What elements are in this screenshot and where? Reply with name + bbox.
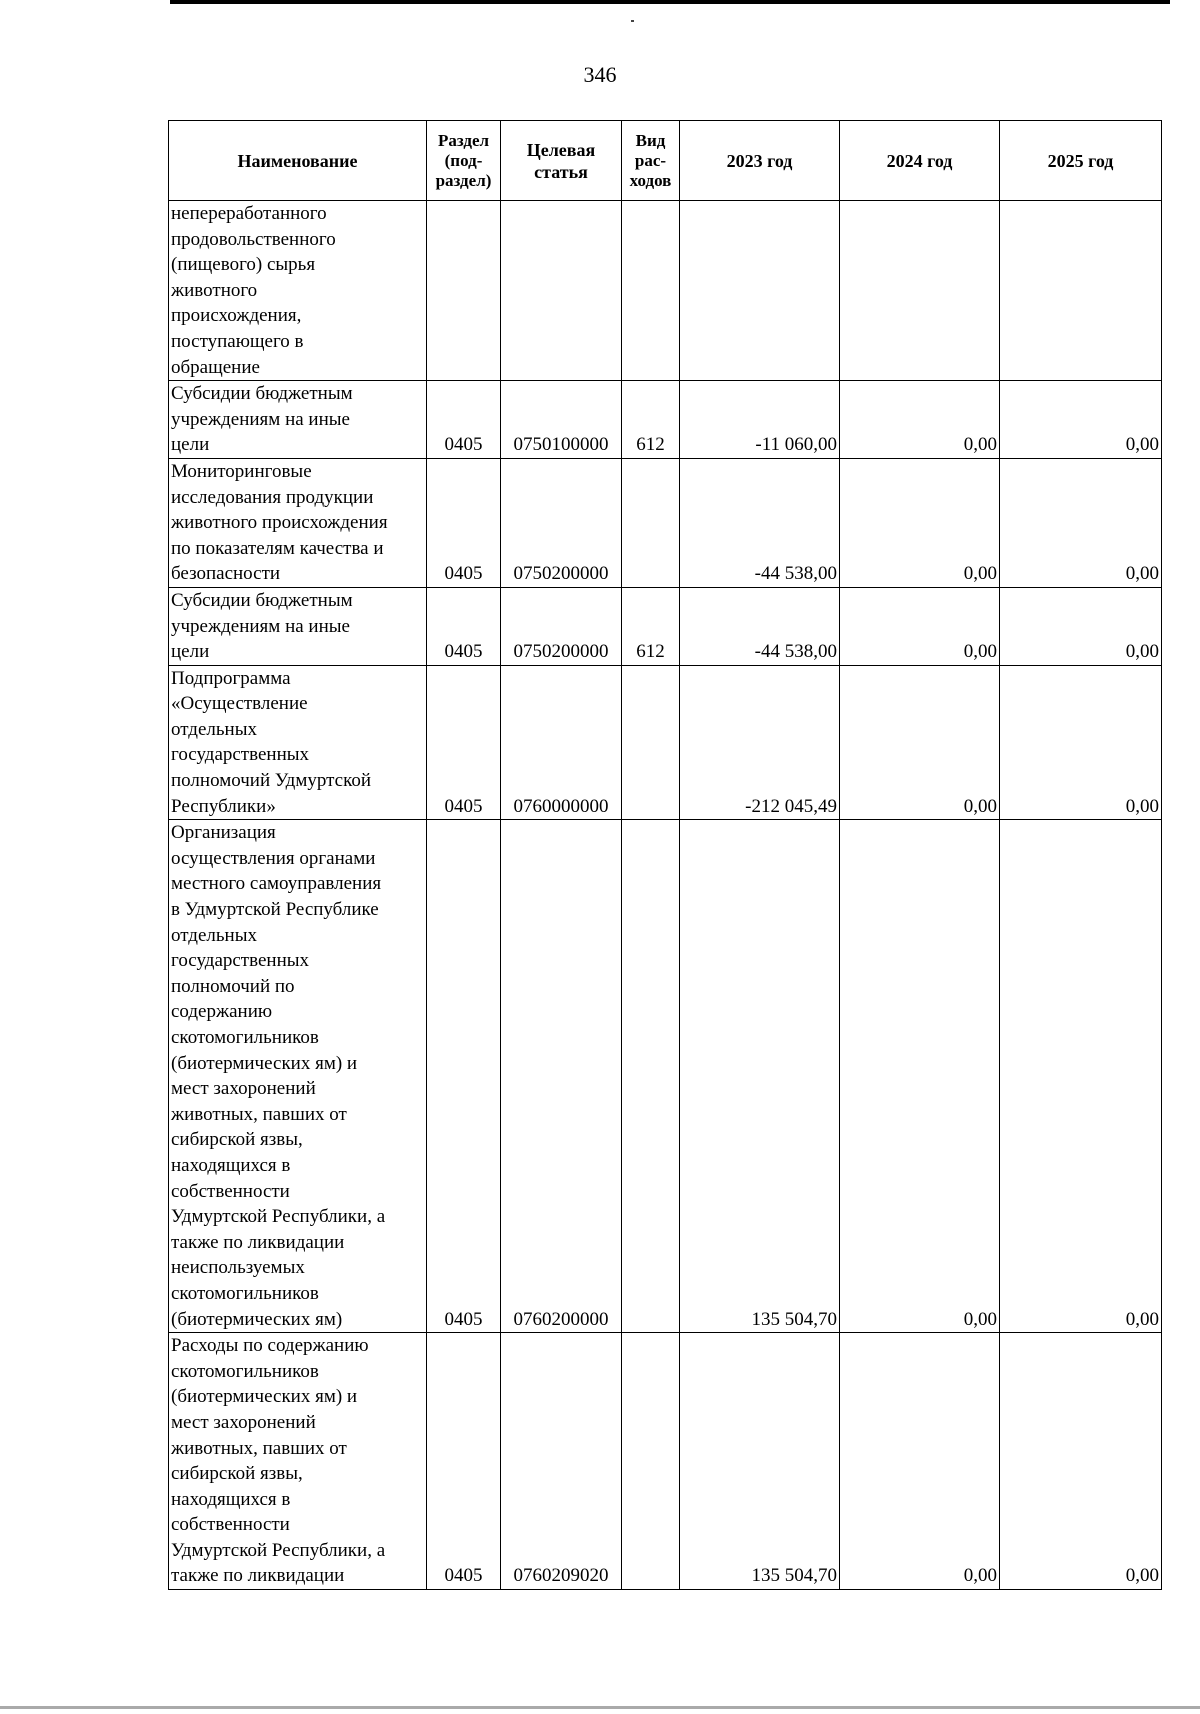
row-name-line: Удмуртской Республики, а — [171, 1539, 386, 1561]
table-row — [169, 820, 1162, 1333]
row-name-line: содержанию — [171, 1001, 273, 1023]
row-name-line: находящихся в — [171, 1154, 291, 1176]
row-2025-cell: 0,00 — [1000, 381, 1162, 459]
row-name-cell — [169, 1333, 427, 1590]
row-article-cell: 0750200000 — [501, 458, 622, 587]
header-section-line: Раздел — [437, 130, 490, 150]
row-expense-cell: 612 — [622, 587, 680, 665]
row-2024-cell: 0,00 — [840, 458, 1000, 587]
table-row — [169, 587, 1162, 665]
row-2023-cell: -44 538,00 — [680, 587, 840, 665]
row-name-line: по показателям качества и — [171, 537, 384, 559]
header-expense-line: Вид — [635, 130, 666, 150]
row-name-line: находящихся в — [171, 1488, 291, 1510]
bottom-scan-edge — [0, 1706, 1200, 1709]
row-expense-cell — [622, 458, 680, 587]
header-expense-line: ходов — [629, 170, 672, 190]
header-expense — [622, 121, 680, 201]
row-name-line: Подпрограмма — [171, 667, 291, 689]
row-section-cell: 0405 — [427, 381, 501, 459]
row-2024-cell: 0,00 — [840, 665, 1000, 820]
header-section — [427, 121, 501, 201]
row-name-line: Мониторинговые — [171, 460, 312, 482]
row-2025-cell: 0,00 — [1000, 1333, 1162, 1590]
row-name-line: поступающего в — [171, 330, 304, 352]
row-name-line: государственных — [171, 744, 310, 766]
row-2024-cell — [840, 201, 1000, 381]
row-name-line: «Осуществление — [171, 693, 308, 715]
row-article-cell: 0760209020 — [501, 1333, 622, 1590]
row-name-line: также по ликвидации — [171, 1231, 345, 1253]
row-2025-cell: 0,00 — [1000, 587, 1162, 665]
row-name-line: (биотермических ям) — [171, 1308, 343, 1330]
row-name-line: собственности — [171, 1514, 290, 1536]
row-name-line: отдельных — [171, 924, 257, 946]
row-section-cell — [427, 201, 501, 381]
row-section-cell: 0405 — [427, 587, 501, 665]
row-name-line: сибирской язвы, — [171, 1463, 303, 1485]
header-article — [501, 121, 622, 201]
header-year-2025: 2025 год — [1000, 121, 1162, 201]
table-header-row — [169, 121, 1162, 201]
row-name-line: (пищевого) сырья — [171, 254, 316, 276]
row-2023-cell: 135 504,70 — [680, 1333, 840, 1590]
row-name-line: Удмуртской Республики, а — [171, 1206, 386, 1228]
row-name-line: мест захоронений — [171, 1411, 316, 1433]
header-year-2023: 2023 год — [680, 121, 840, 201]
header-expense-line: рас- — [634, 150, 667, 170]
row-2024-cell: 0,00 — [840, 820, 1000, 1333]
row-expense-cell — [622, 665, 680, 820]
row-expense-cell — [622, 820, 680, 1333]
row-section-cell: 0405 — [427, 820, 501, 1333]
row-2025-cell: 0,00 — [1000, 820, 1162, 1333]
row-article-cell: 0760000000 — [501, 665, 622, 820]
row-2023-cell: 135 504,70 — [680, 820, 840, 1333]
row-name-cell — [169, 665, 427, 820]
row-2025-cell — [1000, 201, 1162, 381]
row-section-cell: 0405 — [427, 665, 501, 820]
row-article-cell — [501, 201, 622, 381]
row-name-line: происхождения, — [171, 305, 302, 327]
header-name: Наименование — [169, 121, 427, 201]
row-name-line: животных, павших от — [171, 1437, 347, 1459]
row-2024-cell: 0,00 — [840, 381, 1000, 459]
row-name-line: (биотермических ям) и — [171, 1052, 358, 1074]
row-section-cell: 0405 — [427, 1333, 501, 1590]
row-name-line: обращение — [171, 356, 260, 378]
row-article-cell: 0760200000 — [501, 820, 622, 1333]
row-2025-cell: 0,00 — [1000, 458, 1162, 587]
header-article-line: статья — [534, 161, 588, 182]
row-name-line: Субсидии бюджетным — [171, 589, 353, 611]
row-name-line: также по ликвидации — [171, 1565, 345, 1587]
row-2023-cell: -44 538,00 — [680, 458, 840, 587]
row-name-cell — [169, 381, 427, 459]
scan-speck — [631, 20, 634, 22]
row-expense-cell: 612 — [622, 381, 680, 459]
row-name-line: животного происхождения — [171, 512, 388, 534]
table-row — [169, 381, 1162, 459]
row-name-cell — [169, 587, 427, 665]
row-name-line: полномочий по — [171, 975, 295, 997]
row-expense-cell — [622, 1333, 680, 1590]
row-name-line: скотомогильников — [171, 1360, 319, 1382]
row-name-line: Организация — [171, 822, 276, 844]
row-name-line: Субсидии бюджетным — [171, 383, 353, 405]
row-name-line: животных, павших от — [171, 1103, 347, 1125]
row-name-line: (биотермических ям) и — [171, 1386, 358, 1408]
page-number: 346 — [583, 62, 617, 87]
row-name-cell — [169, 201, 427, 381]
row-name-line: неиспользуемых — [171, 1257, 305, 1279]
table-body — [169, 201, 1162, 1590]
row-name-line: непереработанного — [171, 203, 327, 224]
row-name-line: скотомогильников — [171, 1027, 319, 1048]
table-row — [169, 665, 1162, 820]
row-name-line: Расходы по содержанию — [171, 1335, 369, 1357]
row-name-line: отдельных — [171, 718, 257, 740]
row-name-line: мест захоронений — [171, 1078, 316, 1100]
top-border-rule — [170, 0, 1170, 4]
row-2024-cell: 0,00 — [840, 587, 1000, 665]
row-name-line: продовольственного — [171, 228, 336, 250]
row-name-line: животного — [171, 279, 258, 301]
table-row — [169, 201, 1162, 381]
row-2023-cell: -212 045,49 — [680, 665, 840, 820]
table-row — [169, 458, 1162, 587]
header-year-2024: 2024 год — [840, 121, 1000, 201]
row-name-line: государственных — [171, 950, 310, 972]
row-2024-cell: 0,00 — [840, 1333, 1000, 1590]
row-name-line: Республики» — [171, 795, 276, 817]
row-2023-cell — [680, 201, 840, 381]
row-name-line: цели — [171, 434, 210, 456]
row-2025-cell: 0,00 — [1000, 665, 1162, 820]
row-name-cell — [169, 820, 427, 1333]
row-name-line: в Удмуртской Республике — [171, 899, 379, 921]
row-name-line: учреждениям на иные — [171, 615, 350, 637]
row-name-line: цели — [171, 641, 210, 663]
header-section-line: (под- — [444, 150, 483, 170]
row-article-cell: 0750100000 — [501, 381, 622, 459]
row-name-line: сибирской язвы, — [171, 1129, 303, 1151]
row-name-line: скотомогильников — [171, 1282, 319, 1304]
budget-table — [168, 120, 1162, 1590]
header-section-line: раздел) — [435, 170, 492, 190]
row-article-cell: 0750200000 — [501, 587, 622, 665]
row-name-line: местного самоуправления — [171, 873, 382, 895]
row-name-cell — [169, 458, 427, 587]
header-article-line: Целевая — [526, 139, 596, 160]
row-section-cell: 0405 — [427, 458, 501, 587]
row-name-line: собственности — [171, 1180, 290, 1202]
row-name-line: исследования продукции — [171, 486, 374, 508]
row-name-line: безопасности — [171, 563, 281, 585]
row-name-line: полномочий Удмуртской — [171, 770, 372, 792]
row-expense-cell — [622, 201, 680, 381]
row-name-line: осуществления органами — [171, 847, 376, 869]
table-row — [169, 1333, 1162, 1590]
row-name-line: учреждениям на иные — [171, 408, 350, 430]
row-2023-cell: -11 060,00 — [680, 381, 840, 459]
